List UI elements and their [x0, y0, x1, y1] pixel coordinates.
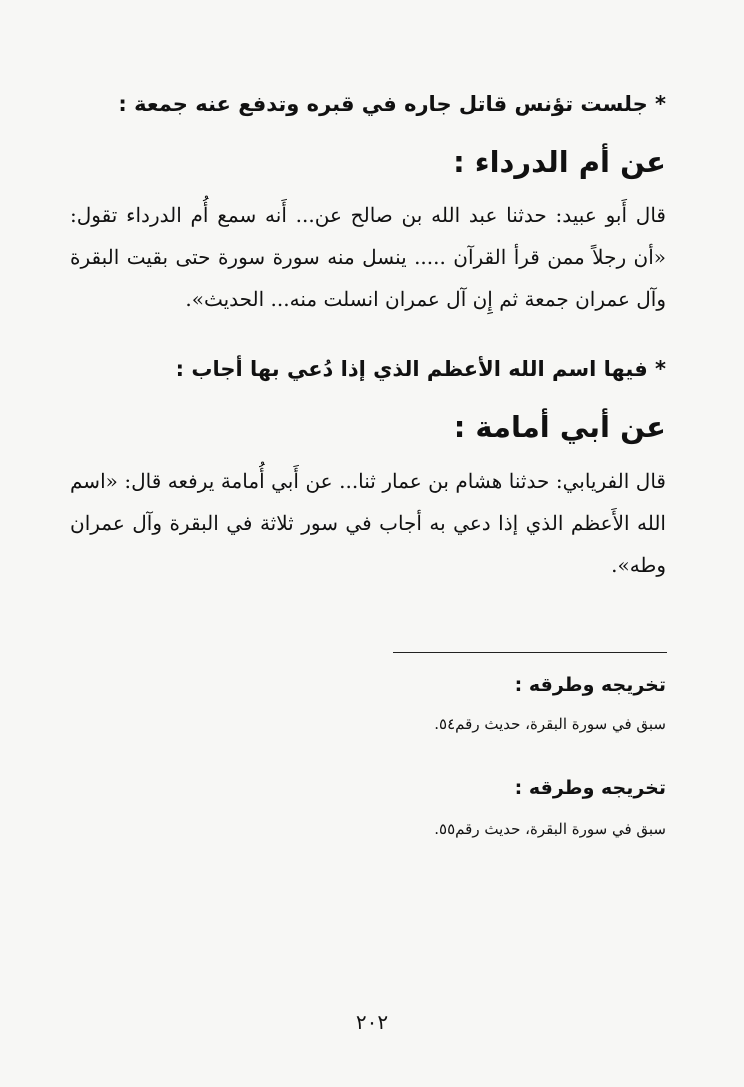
- section-2-heading: * فيها اسم الله الأعظم الذي إذا دُعي بها أجاب :: [175, 357, 666, 381]
- section-2-text-line-1: قال الفريابي: حدثنا هشام بن عمار ثنا... عن أَبي أُمامة يرفعه قال: «اسم: [70, 469, 666, 493]
- footnote-1-text: سبق في سورة البقرة، حديث رقم٥٤.: [434, 715, 666, 733]
- section-2-text-line-3: وطه».: [611, 553, 666, 577]
- section-2-text-line-2: الله الأَعظم الذي إذا دعي به أجاب في سور ثلاثة في البقرة وآل عمران: [70, 511, 666, 535]
- section-1-text-line-2: «أن رجلاً ممن قرأ القرآن ..... ينسل منه سورة سورة حتى بقيت البقرة: [70, 245, 666, 269]
- footnote-1-heading: تخريجه وطرقه :: [514, 674, 666, 696]
- footnote-divider: [393, 652, 667, 653]
- page-number: ٢٠٢: [355, 1010, 389, 1034]
- section-1-text-line-3: وآل عمران جمعة ثم إِن آل عمران انسلت منه... الحديث».: [185, 287, 666, 311]
- section-1-narrator: عن أم الدرداء :: [453, 145, 666, 179]
- section-2-narrator: عن أبي أمامة :: [453, 410, 666, 444]
- footnote-2-text: سبق في سورة البقرة، حديث رقم٥٥.: [434, 820, 666, 838]
- section-1-text-line-1: قال أَبو عبيد: حدثنا عبد الله بن صالح عن... أَنه سمع أُم الدرداء تقول:: [70, 203, 666, 227]
- footnote-2-heading: تخريجه وطرقه :: [514, 777, 666, 799]
- section-1-heading: * جلست تؤنس قاتل جاره في قبره وتدفع عنه جمعة :: [118, 92, 666, 116]
